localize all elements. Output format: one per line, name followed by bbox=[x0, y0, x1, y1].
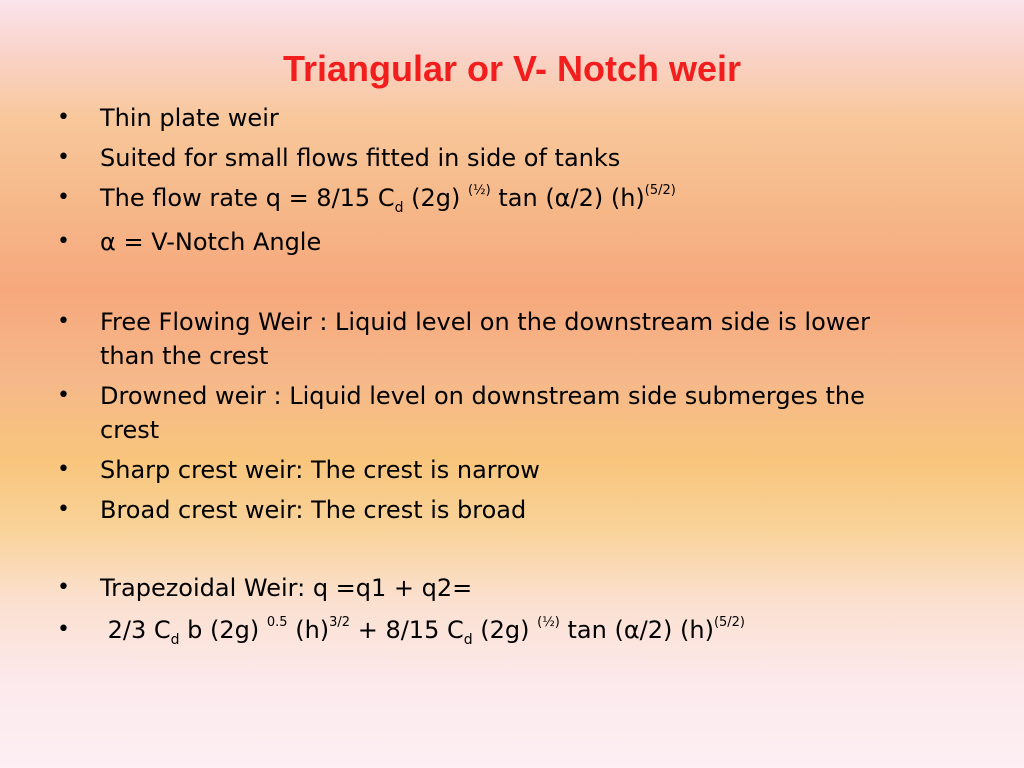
superscript: 3/2 bbox=[329, 615, 351, 630]
bullet-icon: • bbox=[57, 457, 70, 482]
formula-text: The flow rate q = 8/15 $C_d$ (2g) $^{(\frac{1}{2})}$ tan (α/2) $(h)^{(5/2)}$ bbox=[100, 183, 676, 216]
bullet-text: Sharp crest weir: The crest is narrow bbox=[100, 456, 540, 484]
bullet-icon: • bbox=[57, 185, 70, 210]
bullet-icon: • bbox=[57, 575, 70, 600]
bullet-text: Trapezoidal Weir: q =q1 + q2= bbox=[100, 574, 473, 602]
superscript: 0.5 bbox=[266, 615, 288, 630]
subscript: d bbox=[394, 200, 404, 216]
bullet-text: α = V-Notch Angle bbox=[100, 228, 322, 256]
bullet-text: Suited for small flows fitted in side of tanks bbox=[100, 144, 621, 172]
bullet-icon: • bbox=[57, 617, 70, 642]
formula-text: 2/3 $C_d$ b (2g) $^{0.5}$ $(h)^{3/2} + 8/15$ $C_d$ (2g) $^{(\frac{1}{2})}$ tan (α/2) $(h)^{(5/2)}$ bbox=[100, 615, 746, 648]
bullet-icon: • bbox=[57, 105, 70, 130]
superscript: (5/2) bbox=[644, 183, 676, 198]
bullet-icon: • bbox=[57, 145, 70, 170]
superscript: (½) bbox=[537, 615, 560, 630]
subscript: d bbox=[170, 632, 180, 648]
bullet-text: Thin plate weir bbox=[100, 104, 279, 132]
slide-title: Triangular or V- Notch weir bbox=[282, 48, 742, 89]
subscript: d bbox=[463, 632, 473, 648]
superscript: (5/2) bbox=[713, 615, 746, 630]
bullet-text: Broad crest weir: The crest is broad bbox=[100, 496, 527, 524]
bullet-icon: • bbox=[57, 309, 70, 334]
superscript: (½) bbox=[467, 183, 491, 198]
bullet-icon: • bbox=[57, 229, 70, 254]
bullet-text: Drowned weir : Liquid level on downstream side submerges the crest bbox=[100, 382, 865, 444]
bullet-text: Free Flowing Weir : Liquid level on the downstream side is lower than the crest bbox=[100, 308, 871, 370]
bullet-icon: • bbox=[57, 497, 70, 522]
bullet-icon: • bbox=[57, 383, 70, 408]
